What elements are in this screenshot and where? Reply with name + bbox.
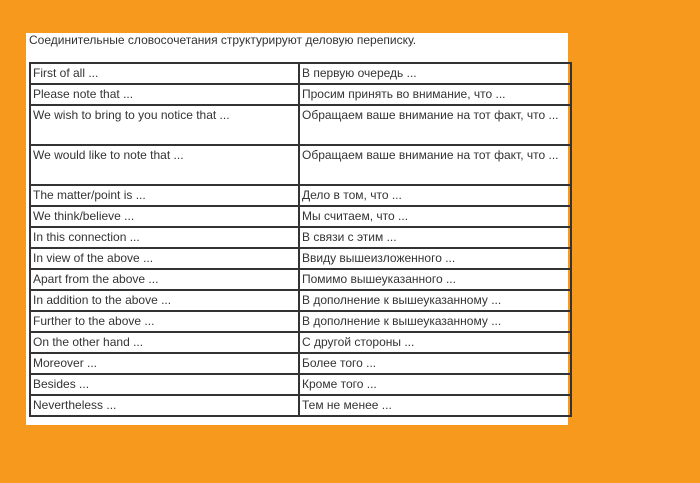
english-phrase-cell: In this connection ... (30, 227, 299, 248)
table-row (30, 227, 571, 248)
english-phrase-cell: Besides ... (30, 374, 299, 395)
table-row (30, 185, 571, 206)
russian-phrase-cell: Тем не менее ... (299, 395, 571, 416)
table-row (30, 395, 571, 416)
english-phrase-cell: In addition to the above ... (30, 290, 299, 311)
table-row (30, 63, 571, 84)
russian-phrase-cell: Кроме того ... (299, 374, 571, 395)
russian-phrase-cell: Более того ... (299, 353, 571, 374)
russian-phrase-cell: Мы считаем, что ... (299, 206, 571, 227)
phrases-table (29, 62, 572, 417)
table-row (30, 374, 571, 395)
russian-phrase-cell: Помимо вышеуказанного ... (299, 269, 571, 290)
table-row (30, 332, 571, 353)
english-phrase-cell: We think/believe ... (30, 206, 299, 227)
intro-text: Соединительные словосочетания структурируют деловую переписку. (29, 33, 417, 47)
english-phrase-cell: Please note that ... (30, 84, 299, 105)
table-row (30, 311, 571, 332)
russian-phrase-cell: В дополнение к вышеуказанному ... (299, 290, 571, 311)
table-row (30, 105, 571, 145)
table-row (30, 353, 571, 374)
russian-phrase-cell: В первую очередь ... (299, 63, 571, 84)
english-phrase-cell: We wish to bring to you notice that ... (30, 105, 299, 145)
phrases-table-body (30, 63, 571, 416)
russian-phrase-cell: Обращаем ваше внимание на тот факт, что ... (299, 105, 571, 145)
english-phrase-cell: Apart from the above ... (30, 269, 299, 290)
content-panel (26, 33, 568, 425)
russian-phrase-cell: С другой стороны ... (299, 332, 571, 353)
russian-phrase-cell: В дополнение к вышеуказанному ... (299, 311, 571, 332)
english-phrase-cell: First of all ... (30, 63, 299, 84)
russian-phrase-cell: Просим принять во внимание, что ... (299, 84, 571, 105)
english-phrase-cell: We would like to note that ... (30, 145, 299, 185)
table-row (30, 290, 571, 311)
table-row (30, 84, 571, 105)
english-phrase-cell: In view of the above ... (30, 248, 299, 269)
english-phrase-cell: Nevertheless ... (30, 395, 299, 416)
russian-phrase-cell: Ввиду вышеизложенного ... (299, 248, 571, 269)
english-phrase-cell: On the other hand ... (30, 332, 299, 353)
table-row (30, 269, 571, 290)
table-row (30, 206, 571, 227)
english-phrase-cell: Moreover ... (30, 353, 299, 374)
table-row (30, 248, 571, 269)
english-phrase-cell: The matter/point is ... (30, 185, 299, 206)
russian-phrase-cell: Дело в том, что ... (299, 185, 571, 206)
english-phrase-cell: Further to the above ... (30, 311, 299, 332)
russian-phrase-cell: В связи с этим ... (299, 227, 571, 248)
table-row (30, 145, 571, 185)
russian-phrase-cell: Обращаем ваше внимание на тот факт, что ... (299, 145, 571, 185)
